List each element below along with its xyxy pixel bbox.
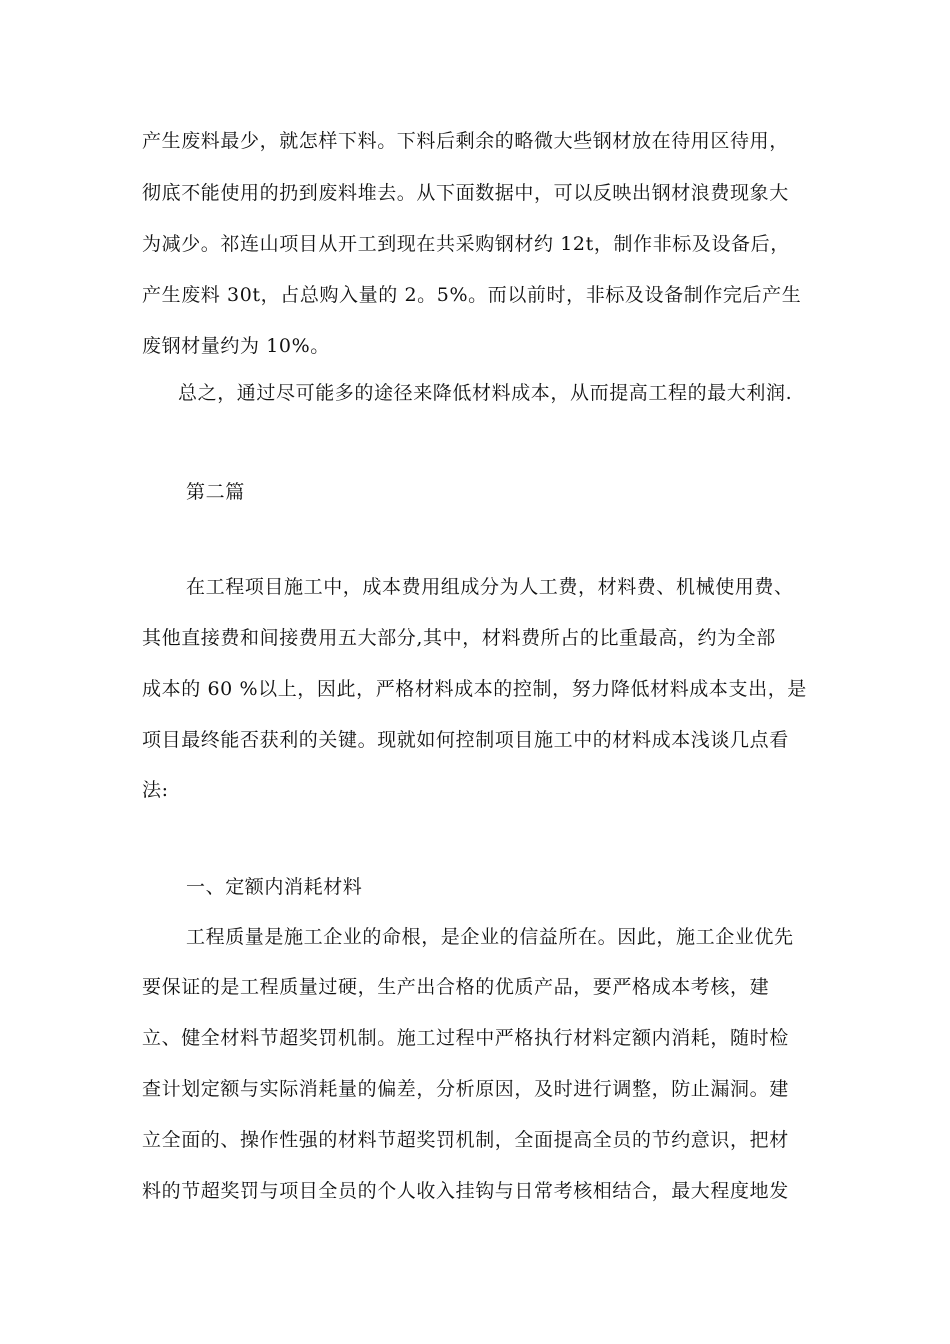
paragraph-1-line-3: 为减少。祁连山项目从开工到现在共采购钢材约 12t，制作非标及设备后， (142, 233, 790, 255)
paragraph-1-line-4: 产生废料 30t，占总购入量的 2。5%。而以前时，非标及设备制作完后产生 (142, 284, 802, 306)
paragraph-1-line-1: 产生废料最少，就怎样下料。下料后剩余的略微大些钢材放在待用区待用， (142, 130, 789, 152)
paragraph-3-line-4: 项目最终能否获利的关键。现就如何控制项目施工中的材料成本浅谈几点看 (142, 729, 789, 751)
paragraph-3-line-2: 其他直接费和间接费用五大部分,其中，材料费所占的比重最高，约为全部 (142, 627, 776, 649)
paragraph-3-line-3: 成本的 60 %以上，因此，严格材料成本的控制，努力降低材料成本支出，是 (142, 678, 807, 700)
paragraph-4-line-4: 查计划定额与实际消耗量的偏差，分析原因，及时进行调整，防止漏洞。建 (142, 1078, 789, 1100)
paragraph-4-line-3: 立、健全材料节超奖罚机制。施工过程中严格执行材料定额内消耗，随时检 (142, 1027, 789, 1049)
paragraph-4-line-2: 要保证的是工程质量过硬，生产出合格的优质产品，要严格成本考核，建 (142, 976, 770, 998)
subheading: 一、定额内消耗材料 (186, 876, 363, 898)
section-title: 第二篇 (186, 481, 245, 503)
paragraph-3-line-1: 在工程项目施工中，成本费用组成分为人工费，材料费、机械使用费、 (186, 576, 794, 598)
paragraph-4-line-5: 立全面的、操作性强的材料节超奖罚机制，全面提高全员的节约意识，把材 (142, 1129, 789, 1151)
paragraph-4-line-1: 工程质量是施工企业的命根，是企业的信益所在。因此，施工企业优先 (186, 926, 794, 948)
paragraph-2-line-1: 总之，通过尽可能多的途径来降低材料成本，从而提高工程的最大利润. (178, 382, 793, 404)
paragraph-3-line-5: 法: (142, 779, 169, 801)
paragraph-4-line-6: 料的节超奖罚与项目全员的个人收入挂钩与日常考核相结合，最大程度地发 (142, 1180, 789, 1202)
paragraph-1-line-2: 彻底不能使用的扔到废料堆去。从下面数据中，可以反映出钢材浪费现象大 (142, 182, 789, 204)
paragraph-1-line-5: 废钢材量约为 10%。 (142, 335, 330, 357)
